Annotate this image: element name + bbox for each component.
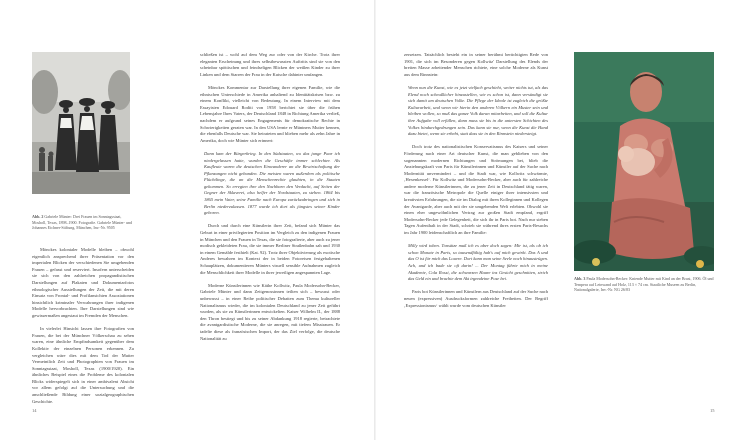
painting-kneeling-mother bbox=[574, 52, 714, 271]
photo-caption-label: Abb. 2 bbox=[32, 214, 44, 219]
painting-caption bbox=[574, 276, 714, 293]
paragraph: Durch und durch eine Künstlerin ihrer Zeit, befand sich Münter das Geburt in einer privilegierten Position im Vergleich zu den indigenen Frauen in München und den Frauen in Texas, die sie fotografierte, aber auch zu jener modisch gekleideten Frau, die sie immer Berliner Straßenbahn sah und 1930 in einem Gemälde festhielt (Kat. 92). Trotz ihrer Objektivierung als exotische Anderes bewahren im Kontext der in beiden Fotoreisen festgehaltenen Schauplätzen, dokumentieren Münters visuell sensible Aufnahmen zugleich die Menschlichkeit ihrer Modelle in ihrer jeweiligen angespannten Lage. bbox=[200, 223, 340, 275]
quote: Milly wird toben. Tonsätze muß ich es aber doch sagen: Mir ist, als ob ich schon Monate in Paris, so tausendfältig hab's auf mich gewirkt. Das A und das O ist für mich das Louvre. Dort kann man seine Seele noch hinaustrügen. Ach, und ich bade sie oft darin! ... Der Montag führte mich in meine Akademie, Cola Rossi, die schwarzen Haare ins Gesicht geschnitten, strich das Geld ein und brachte dem Akt irgendeine Pose bei. bbox=[408, 243, 548, 282]
painting-caption-label: Abb. 3 bbox=[574, 276, 586, 281]
paragraph: Moderne Künstlerinnen wie Käthe Kollwitz, Paula Modersohn-Becker, Gabriele Münter und dann Zeitgenossinnen teilten sich – bewusst oder unbewusst – in einer Reihe politischer Debatten zum Thema kultureller Nationalismus wieder, die im kolonialen Deutschland zu jener Zeit geführt wurden, als sie zu Künstlerinnen entwickelten. Kaiser Wilhelm II., der 1888 den Thron bestiegt und bis zu seiner Abdankung 1918 regierte, betrachtete die avantgardistische Moderne, die sie anregen, mit tiefem Misstrauen. Er tadelte diese als französischen Import, der das Ziel verfolge, die deutsche Nationalität zu bbox=[200, 282, 340, 341]
page-number-left: 14 bbox=[32, 408, 37, 413]
page-number-right: 15 bbox=[710, 408, 715, 413]
left-column-1 bbox=[32, 247, 134, 405]
paragraph: Doch trotz des nationalistischen Konservatismus des Kaisers und seiner Förderung nach einer Art deutscher Kunst, die man geblieben von den sogenannten modernen Richtungen und Strömungen bei, blieb die Anziehungskraft von Paris für Künstlerinnen und Künstler auf der Suche nach Modernität unvermindert – und die Stadt war, wie Kollwitz schwärmte, ‚Hexenkessel‘. Für Kollwitz und Modersohn-Becker, aber auch für zahlreiche andere moderne Künstlerinnen, die zu jener Zeit in Deutschland tätig waren, war die französische Metropole die Quelle einiger ihrer intensivsten und kreativsten Erfahrungen, die sie im Dialog mit ihren Kolleginnen und Kollegen der Avantgarde, aber auch mit der sie umgebenden Welt erlebten. Obwohl sie einen eher ungewöhnlichen Vertrag zur großen Stadt empfand, ergriff Modersohn-Becker jede Gelegenheit, die sich ihr in Paris bot. Nach nur sieben Tagen Aufenthalt in der Stadt, schrieb sie während ihres ersten Paris-Besuchs im Jahr 1900 leidenschaftlich an ihre Familie: bbox=[404, 144, 548, 236]
paragraph: Paris bot Künstlerinnen und Künstlern aus Deutschland auf der Suche nach neuen (expressiven) Ausdrucksformen zahlreiche Freiheiten. Der Begriff ‚Expressionismus‘ wählt wurde vom deutschen Künstler bbox=[404, 289, 548, 308]
paragraph: schließen ist – wohl auf dem Weg zur oder von der Kirche. Trotz ihrer eleganten Erscheinung und ihres selbstbewussten Auftritts sind sie von den scheinbar spöttischen und feindseligen Blicken der weißen Kinder zu ihrer Linken und dem Starren der Frau in der Kutsche dahinter umfangen. bbox=[200, 52, 340, 77]
photo-caption bbox=[32, 214, 132, 231]
book-gutter bbox=[374, 0, 376, 440]
photograph-three-women bbox=[32, 52, 130, 194]
left-column-2 bbox=[200, 52, 340, 408]
paragraph: Mönckes Kommentar zur Darstellung ihrer eigenen Familie, wie die ethnischen Unterschiede in Amerika anhaltend zu Identitätskrisen bzw. zu einem Konflikt, vielleicht von Bedeutung. In einem Interview mit dem Essayisten Edouard Roditi von 1958 berichtet sie über die frühen Lebensjahre Ihres Vaters, der Deutschland 1848 in Richtung Amerika verließ, nachdem er aufgrund seines Engagements für demokratische Rechte in Schwierigkeiten geraten war. In den USA lernte er Müntners Mutter kennen, die ebenfalls Deutsche war. Sie heirateten und blieben mehr als zehn Jahre in Amerika, doch wie Münter sich erinnert: bbox=[200, 84, 340, 143]
paragraph: Mönckes kolonialer Modelle bleiben – obwohl eigentlich ansprechend ihrer Präsentation vor den imperialen Blicken der verschiedenen Sie umgebenden Frauen – gefasst und reserviert. Insofern unterscheiden sie sich von den zahlreichen propagandistischen Darstellungen auf Plakaten und Dokumentarfotos ethnologischer Ausstellungen der Zeit, die mit deren Einsatz von Frontal- und Profilansichten Assoziationen hinsichtlich kriminaler Verwahrungen ihrer indigenen Modelle hervorbrachten. Ihre Darstellungen sind wie gewissermaßen angestaut im Fremden der Menschen. bbox=[32, 247, 134, 318]
painting-caption-text: Paula Modersohn-Becker: Kniende Mutter mit Kind an der Brust, 1906. Öl und Tempera auf Leinwand auf Holz, 113 × 74 cm. Staatliche Museen zu Berlin, Nationalgalerie, Inv.-Nr. NG 26/83 bbox=[574, 276, 714, 293]
photo-caption-text: Gabriele Münter: Drei Frauen im Sonntagsstaat, Mosholl, Texas, 1898–1900. Fotografie. Gabriele Münter- und Johannes Eichner-Stiftung, München, Inv.-Nr. 9505 bbox=[32, 214, 132, 231]
quote: Dann kam der Bürgerkrieg. In den Südstaaten, wo das junge Paar ich niedergelassen hatte, wurden die Geschäfte immer schlechter. Als Kaufleute waren die deutschen Einwanderer an die Bewirtschaftung der Pflanzungen nicht gebunden. Die meisten waren außerdem als politische Flüchtlinge, die an die Menschenrechte glaubten, in die Staaten gekommen. So erregten ihre den Nachbarn den Verdacht, auf Seiten der Gegner der Sklaverei, also helfer der Nordstaaten, zu stehen. 1864 bis 1865 mein Vater, seine Familie nach Europa zurückzubringen und sich in Berlin niederzulassen. 1877 wurde ich dort als jüngstes seiner Kinder geboren. bbox=[204, 150, 340, 216]
paragraph: In vielerlei Hinsicht lassen ihre Fotografien von Frauen, die bei der Münchner Völkerschau zu sehen waren, eine ähnliche Empfindsamkeit gegenüber dem Kollektiv der einzelnen Personen erkennen. Zu vergleichen wäre dies mit dem Tod der Mutter Vermeintlich Zeit und Photographien von Frauen im Sonntagsstaat, Mosholl, Texas (1900/1920). Ein ähnliches Beispiel eines die Probleme des kolonialen Blicks widerspiegelt sich in einer ambivalent Absicht vor allem gefolgt auf die Untersuchung und die anschließende Bildung einer sozialgeographischen Geschichte. bbox=[32, 326, 134, 404]
paragraph: zersetzen. Tatsächlich besteht ein in seiner berühmt berüchtigten Rede von 1901, die sich im Besonderen gegen Kollwitz' Darstellung des Elends der breiten Masse arbeitender Menschen richtete, eine solche Moderne als Kunst aus dem Rinnstein: bbox=[404, 52, 548, 77]
quote: Wenn nun die Kunst, wie es jetzt vielfach geschieht, weiter nichts tut, als das Elend noch scheußlicher hinzustellen, wie es schon ist, dann versündigt sie sich damit am deutschen Volke. Die Pflege der Ideale ist zugleich die größte Kulturarbeit, und wenn wir hierin den anderen Völkern ein Muster sein und bleiben wollen, so muß das ganze Volk daran mitarbeiten, und soll die Kultur ihre Aufgabe voll erfüllen, dann muss sie bis in die untersten Schichten des Volkes hindurchgedrungen sein. Das kann sie nur, wenn die Kunst die Hand dazu bietet, wenn sie erhebt, statt dass sie in den Rinnstein niedersteigt. bbox=[408, 84, 548, 137]
right-column bbox=[404, 52, 548, 408]
